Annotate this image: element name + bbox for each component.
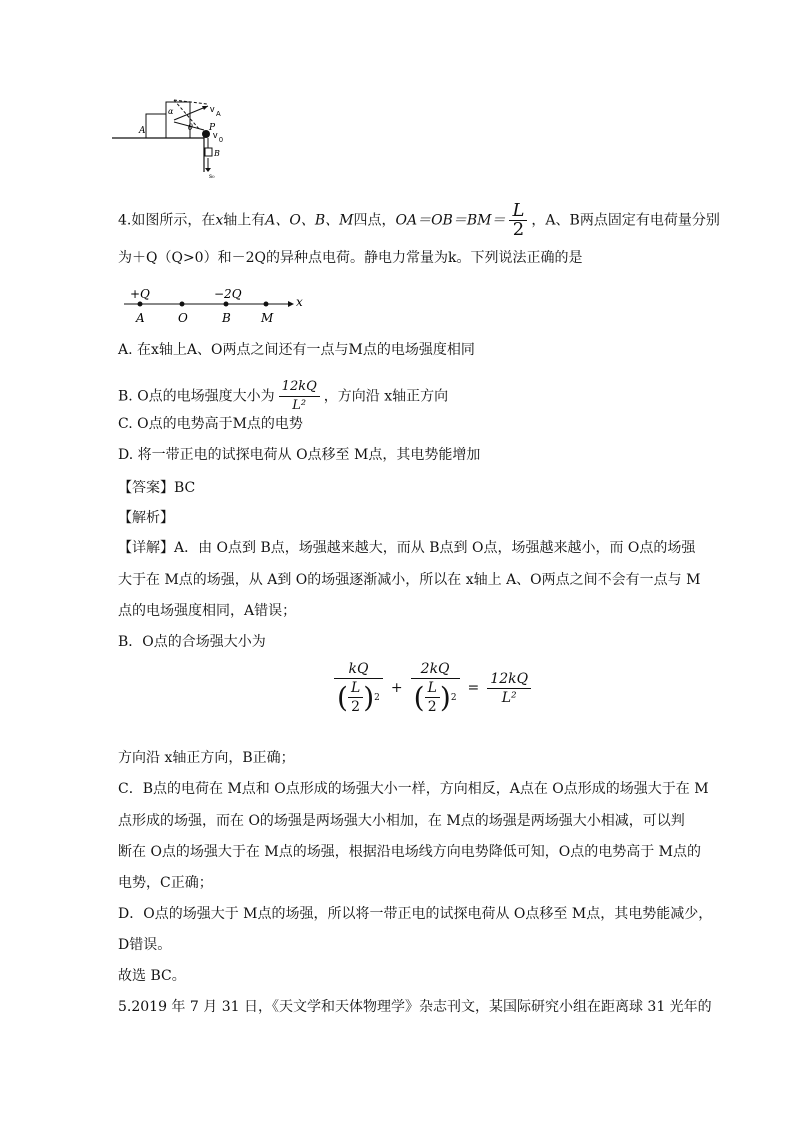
detail-line3: 点的电场强度相同，A错误； <box>118 603 297 619</box>
option-d: D. 将一带正电的试探电荷从 O点移至 M点，其电势能增加 <box>118 447 481 463</box>
label-plus-q: +Q <box>130 287 150 301</box>
point-m <box>264 302 269 307</box>
q4-frac <box>509 202 527 239</box>
detail-b: B．O点的合场强大小为 <box>118 634 266 650</box>
label-b: B <box>214 149 220 158</box>
analysis-heading: 【解析】 <box>118 510 174 526</box>
eq-term2 <box>411 660 460 716</box>
eq-paren1-num: L <box>348 679 363 698</box>
detail-d1: D．O点的场强大于 M点的场强，所以将一带正电的试探电荷从 O点移至 M点，其电势能减少， <box>118 906 713 922</box>
detail-c4: 电势，C正确； <box>118 875 213 891</box>
detail-c1: C．B点的电荷在 M点和 O点形成的场强大小一样，方向相反，A点在 O点形成的场强大于在 M <box>118 781 709 797</box>
q4-mid: 轴上有 <box>223 212 266 229</box>
option-b-pre: B. O点的电场强度大小为 <box>118 388 275 405</box>
q4-tail: ，A、B两点固定有电荷量分别 <box>531 212 720 229</box>
eq-paren2-num: L <box>425 679 440 698</box>
label-axis-m: M <box>261 311 274 325</box>
label-s0: s₀ <box>209 173 215 180</box>
q4-points: A、O、B、M <box>265 212 354 229</box>
option-a: A. 在x轴上A、O两点之间还有一点与M点的电场强度相同 <box>118 342 475 358</box>
option-b-frac <box>279 378 320 415</box>
eq-result <box>487 670 531 707</box>
answer: 【答案】BC <box>118 480 196 496</box>
frac-num: L <box>509 202 527 221</box>
q4-x: x <box>215 212 224 229</box>
frac-den: 2 <box>512 219 525 240</box>
eq-sq2: 2 <box>450 692 457 703</box>
option-c: C. O点的电势高于M点的电势 <box>118 416 303 432</box>
q4-eq: OA＝OB＝BM＝ <box>395 212 506 229</box>
point-b <box>224 302 229 307</box>
eq-paren1-den: 2 <box>351 699 361 715</box>
eq-sq1: 2 <box>374 692 380 703</box>
label-v0: v <box>213 130 218 140</box>
label-theta: θ <box>188 123 193 132</box>
q5-line1: 5.2019 年 7 月 31 日，《天文学和天体物理学》杂志刊文，某国际研究小组在距离球 31 光年的 <box>118 999 712 1015</box>
label-a: A <box>139 126 146 136</box>
option-b <box>118 378 448 415</box>
eq-term1 <box>334 660 383 716</box>
label-x: x <box>296 295 303 309</box>
label-v0-sub: 0 <box>219 137 223 144</box>
label-axis-a: A <box>136 311 145 325</box>
option-b-num: 12kQ <box>279 378 320 397</box>
eq-result-den: L² <box>501 689 517 706</box>
detail-b2: 方向沿 x轴正方向，B正确； <box>118 750 295 766</box>
eq-plus: + <box>390 680 403 696</box>
label-p: P <box>209 123 216 133</box>
pulley-block-figure <box>112 92 262 182</box>
label-va: v <box>210 104 215 114</box>
option-b-post: ，方向沿 x轴正方向 <box>323 388 449 405</box>
q4-mid2: 四点， <box>353 212 396 229</box>
eq-equals: = <box>467 680 480 696</box>
label-axis-b: B <box>222 311 231 325</box>
eq-term1-den: ( $\frac{L}{2}$ ) 2 <box>337 680 380 715</box>
q4-line2: 为＋Q（Q>0）和－2Q的异种点电荷。静电力常量为k。下列说法正确的是 <box>118 250 583 266</box>
q4-prefix: 4.如图所示，在 <box>118 212 216 229</box>
point-o <box>180 302 185 307</box>
point-a <box>138 302 143 307</box>
eq-paren2-den: 2 <box>427 699 437 715</box>
conclusion: 故选 BC。 <box>118 968 186 984</box>
option-b-den: L² <box>292 398 307 413</box>
field-equation <box>330 660 535 716</box>
eq-term1-num: kQ <box>334 660 383 679</box>
detail-c2: 点形成的场强，而在 O的场强是两场强大小相加，在 M点的场强是两场强大小相减，可以判 <box>118 813 685 829</box>
q4-line1 <box>118 202 720 239</box>
detail-line2: 大于在 M点的场强，从 A到 O的场强逐渐减小，所以在 x轴上 A、O两点之间不会有一点与 M <box>118 572 701 588</box>
label-axis-o: O <box>178 311 188 325</box>
charge-axis-figure <box>120 284 310 326</box>
detail-d2: D错误。 <box>118 937 172 953</box>
label-va-sub: A <box>216 111 221 118</box>
label-minus-2q: −2Q <box>214 287 242 301</box>
detail-line1: 【详解】A．由 O点到 B点，场强越来越大，而从 B点到 O点，场强越来越小，而 O点的场强 <box>118 540 696 556</box>
eq-term2-num: 2kQ <box>411 660 460 679</box>
eq-result-num: 12kQ <box>487 670 531 689</box>
label-alpha: α <box>168 107 174 116</box>
detail-c3: 断在 O点的场强大于在 M点的场强，根据沿电场线方向电势降低可知，O点的电势高于 M点的 <box>118 844 701 860</box>
eq-term2-den: ( $\frac{L}{2}$ ) 2 <box>413 680 457 715</box>
